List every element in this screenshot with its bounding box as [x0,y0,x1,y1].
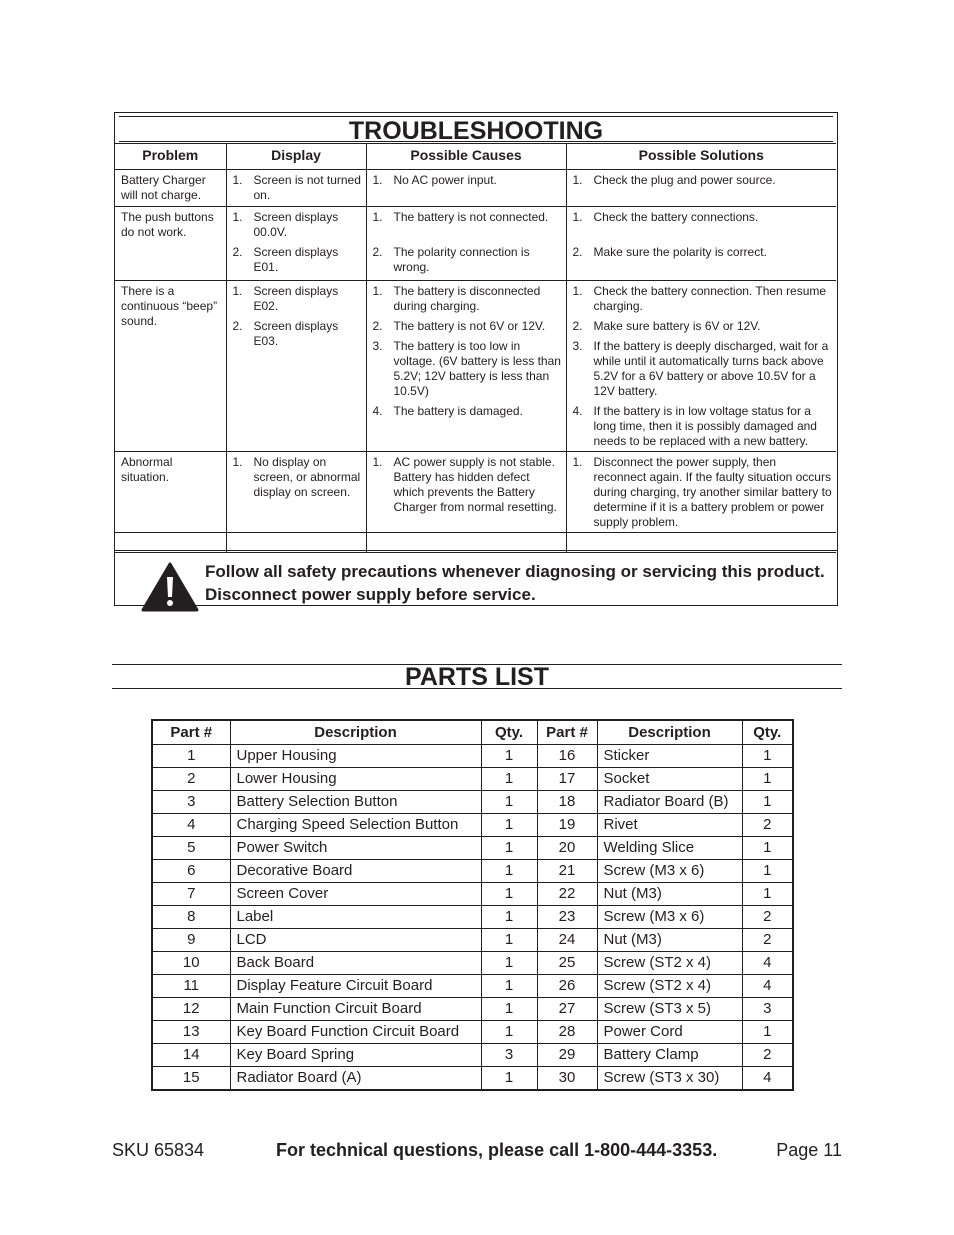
parts-list-table [151,719,794,1091]
description-cell: Socket [597,768,742,791]
description-cell: LCD [230,929,481,952]
list-item: 1. AC power supply is not stable. Battery has hidden defect which prevents the Battery Charger from normal resetting. [372,455,557,514]
description-cell: Screw (ST3 x 5) [597,998,742,1021]
qty-cell: 1 [481,906,537,929]
header-display: Display [226,144,366,170]
description-cell: Battery Clamp [597,1044,742,1067]
description-cell: Decorative Board [230,860,481,883]
table-row [152,745,793,768]
description-cell: Nut (M3) [597,929,742,952]
list-item: 1. Check the battery connection. Then resume charging. [572,284,827,313]
qty-cell: 1 [481,860,537,883]
causes-cell [366,452,566,533]
header-qty: Qty. [481,720,537,745]
list-item: 1. The battery is not connected. [372,210,549,224]
header-description: Description [597,720,742,745]
part-number-cell: 19 [537,814,597,837]
qty-cell: 1 [481,814,537,837]
qty-cell: 1 [742,768,793,791]
part-number-cell: 3 [152,791,230,814]
description-cell: Rivet [597,814,742,837]
table-row [152,1067,793,1091]
qty-cell: 1 [742,837,793,860]
description-cell: Key Board Spring [230,1044,481,1067]
causes-cell [366,170,566,207]
part-number-cell: 6 [152,860,230,883]
qty-cell: 4 [742,1067,793,1091]
part-number-cell: 26 [537,975,597,998]
problem-cell: The push buttons do not work. [115,207,226,281]
list-item: 4. If the battery is in low voltage status for a long time, then it is possibly damaged and needs to be replaced with a new battery. [572,404,817,448]
part-number-cell: 9 [152,929,230,952]
part-number-cell: 18 [537,791,597,814]
part-number-cell: 20 [537,837,597,860]
qty-cell: 1 [742,860,793,883]
list-item: 2. Make sure battery is 6V or 12V. [572,319,761,333]
description-cell: Lower Housing [230,768,481,791]
list-item: 2. Screen displays E03. [232,319,339,348]
list-item: 1. Screen displays 00.0V. [232,210,339,239]
description-cell: Back Board [230,952,481,975]
solutions-cell [566,452,836,533]
troubleshooting-section [114,112,838,606]
qty-cell: 1 [742,883,793,906]
display-cell [226,281,366,452]
list-item: 2. Screen displays E01. [232,245,339,274]
causes-cell [366,207,566,281]
table-row [152,998,793,1021]
header-qty: Qty. [742,720,793,745]
page-number: Page 11 [776,1140,842,1160]
table-row [152,1021,793,1044]
list-item: 1. Screen is not turned on. [232,173,361,202]
list-item: 2. Make sure the polarity is correct. [572,245,767,259]
troubleshooting-title-rule [119,116,833,145]
part-number-cell: 23 [537,906,597,929]
parts-list-title: PARTS LIST [405,663,549,691]
part-number-cell: 24 [537,929,597,952]
description-cell: Screen Cover [230,883,481,906]
part-number-cell: 28 [537,1021,597,1044]
description-cell: Radiator Board (A) [230,1067,481,1091]
qty-cell: 1 [742,1021,793,1044]
part-number-cell: 12 [152,998,230,1021]
qty-cell: 4 [742,952,793,975]
part-number-cell: 1 [152,745,230,768]
qty-cell: 3 [742,998,793,1021]
problem-cell: Abnormal situation. [115,452,226,533]
part-number-cell: 4 [152,814,230,837]
table-row [115,281,836,452]
description-cell: Key Board Function Circuit Board [230,1021,481,1044]
display-cell [226,170,366,207]
page-footer [112,1140,842,1162]
description-cell: Screw (ST2 x 4) [597,975,742,998]
table-row [152,975,793,998]
qty-cell: 2 [742,1044,793,1067]
qty-cell: 1 [481,768,537,791]
part-number-cell: 2 [152,768,230,791]
part-number-cell: 14 [152,1044,230,1067]
tech-support-line: For technical questions, please call 1-800-444-3353. [276,1140,718,1160]
header-problem: Problem [115,144,226,170]
table-row [152,791,793,814]
solutions-cell [566,170,836,207]
table-row [115,207,836,281]
qty-cell: 1 [481,952,537,975]
table-row [152,906,793,929]
solutions-cell [566,207,836,281]
part-number-cell: 13 [152,1021,230,1044]
qty-cell: 1 [481,998,537,1021]
header-description: Description [230,720,481,745]
qty-cell: 1 [742,791,793,814]
description-cell: Screw (ST3 x 30) [597,1067,742,1091]
qty-cell: 3 [481,1044,537,1067]
description-cell: Battery Selection Button [230,791,481,814]
list-item: 1. No display on screen, or abnormal display on screen. [232,455,361,499]
header-part-number: Part # [152,720,230,745]
description-cell: Label [230,906,481,929]
qty-cell: 2 [742,814,793,837]
list-item: 1. The battery is disconnected during charging. [372,284,541,313]
part-number-cell: 8 [152,906,230,929]
part-number-cell: 22 [537,883,597,906]
display-cell [226,452,366,533]
description-cell: Screw (M3 x 6) [597,906,742,929]
description-cell: Upper Housing [230,745,481,768]
safety-warning [115,550,837,606]
part-number-cell: 21 [537,860,597,883]
qty-cell: 1 [481,745,537,768]
part-number-cell: 27 [537,998,597,1021]
description-cell: Display Feature Circuit Board [230,975,481,998]
part-number-cell: 7 [152,883,230,906]
table-row [115,452,836,533]
header-causes: Possible Causes [366,144,566,170]
description-cell: Welding Slice [597,837,742,860]
header-solutions: Possible Solutions [566,144,836,170]
part-number-cell: 15 [152,1067,230,1091]
part-number-cell: 25 [537,952,597,975]
table-row [115,170,836,207]
description-cell: Nut (M3) [597,883,742,906]
description-cell: Screw (M3 x 6) [597,860,742,883]
table-row [152,860,793,883]
part-number-cell: 30 [537,1067,597,1091]
display-cell [226,207,366,281]
table-row [152,837,793,860]
list-item: 1. Screen displays E02. [232,284,339,313]
qty-cell: 4 [742,975,793,998]
part-number-cell: 16 [537,745,597,768]
list-item: 4. The battery is damaged. [372,404,523,418]
solutions-cell [566,281,836,452]
list-item: 1. Check the plug and power source. [572,173,776,187]
qty-cell: 2 [742,906,793,929]
list-item: 3. The battery is too low in voltage. (6V battery is less than 5.2V; 12V battery is less than 10.5V) [372,339,561,398]
list-item: 1. No AC power input. [372,173,497,187]
troubleshooting-table [115,143,836,553]
table-row [152,1044,793,1067]
qty-cell: 1 [481,1067,537,1091]
problem-cell: There is a continuous “beep” sound. [115,281,226,452]
qty-cell: 1 [481,791,537,814]
part-number-cell: 10 [152,952,230,975]
warning-exclamation-icon [141,561,199,613]
table-row [152,814,793,837]
description-cell: Power Cord [597,1021,742,1044]
table-row [152,883,793,906]
table-row [152,929,793,952]
causes-cell [366,281,566,452]
list-item: 3. If the battery is deeply discharged, wait for a while until it automatically turns back above 5.2V for a 6V battery or above 10.5V for a 12V battery. [572,339,829,398]
part-number-cell: 17 [537,768,597,791]
list-item: 2. The battery is not 6V or 12V. [372,319,546,333]
list-item: 2. The polarity connection is wrong. [372,245,530,274]
qty-cell: 1 [481,883,537,906]
warning-text: Follow all safety precautions whenever diagnosing or servicing this product. Disconnect power supply before service. [205,562,825,604]
list-item: 1. Disconnect the power supply, then reconnect again. If the faulty situation occurs during charging, try another similar battery to determine if it is a battery problem or power supply problem. [572,455,832,529]
description-cell: Sticker [597,745,742,768]
qty-cell: 1 [481,1021,537,1044]
description-cell: Charging Speed Selection Button [230,814,481,837]
qty-cell: 1 [481,837,537,860]
table-row [152,952,793,975]
troubleshooting-title: TROUBLESHOOTING [348,117,604,145]
qty-cell: 1 [481,975,537,998]
description-cell: Screw (ST2 x 4) [597,952,742,975]
problem-cell: Battery Charger will not charge. [115,170,226,207]
table-row [152,768,793,791]
part-number-cell: 11 [152,975,230,998]
description-cell: Radiator Board (B) [597,791,742,814]
list-item: 1. Check the battery connections. [572,210,759,224]
description-cell: Power Switch [230,837,481,860]
part-number-cell: 5 [152,837,230,860]
qty-cell: 1 [742,745,793,768]
description-cell: Main Function Circuit Board [230,998,481,1021]
qty-cell: 2 [742,929,793,952]
header-part-number: Part # [537,720,597,745]
qty-cell: 1 [481,929,537,952]
sku-number: SKU 65834 [112,1140,205,1160]
part-number-cell: 29 [537,1044,597,1067]
